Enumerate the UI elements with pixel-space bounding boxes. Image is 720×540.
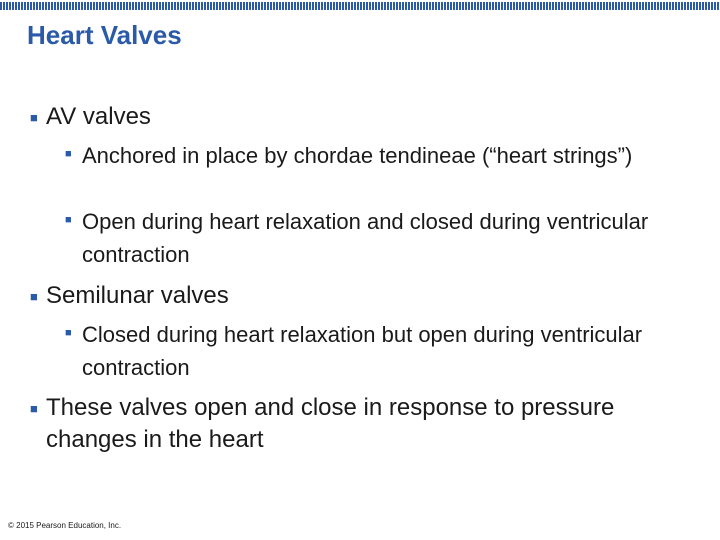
square-bullet-icon: ■ bbox=[30, 110, 38, 125]
square-bullet-icon: ■ bbox=[65, 327, 72, 339]
subbullet-open-closed: Open during heart relaxation and closed during ventricular contraction bbox=[82, 209, 649, 267]
subbullet-semilunar-closed: Closed during heart relaxation but open during ventricular contraction bbox=[82, 322, 643, 380]
square-bullet-icon: ■ bbox=[30, 289, 38, 304]
bullet-semilunar-valves: Semilunar valves bbox=[46, 282, 229, 309]
top-decorative-bar bbox=[0, 2, 720, 10]
subbullet-chordae: Anchored in place by chordae tendineae (“heart strings”) bbox=[82, 143, 633, 168]
bullet-pressure-changes: These valves open and close in response to pressure changes in the heart bbox=[46, 394, 615, 453]
square-bullet-icon: ■ bbox=[65, 214, 72, 226]
copyright-footer: © 2015 Pearson Education, Inc. bbox=[8, 521, 122, 530]
square-bullet-icon: ■ bbox=[65, 148, 72, 160]
bullet-av-valves: AV valves bbox=[46, 103, 151, 130]
square-bullet-icon: ■ bbox=[30, 401, 38, 416]
slide-title: Heart Valves bbox=[27, 20, 182, 50]
